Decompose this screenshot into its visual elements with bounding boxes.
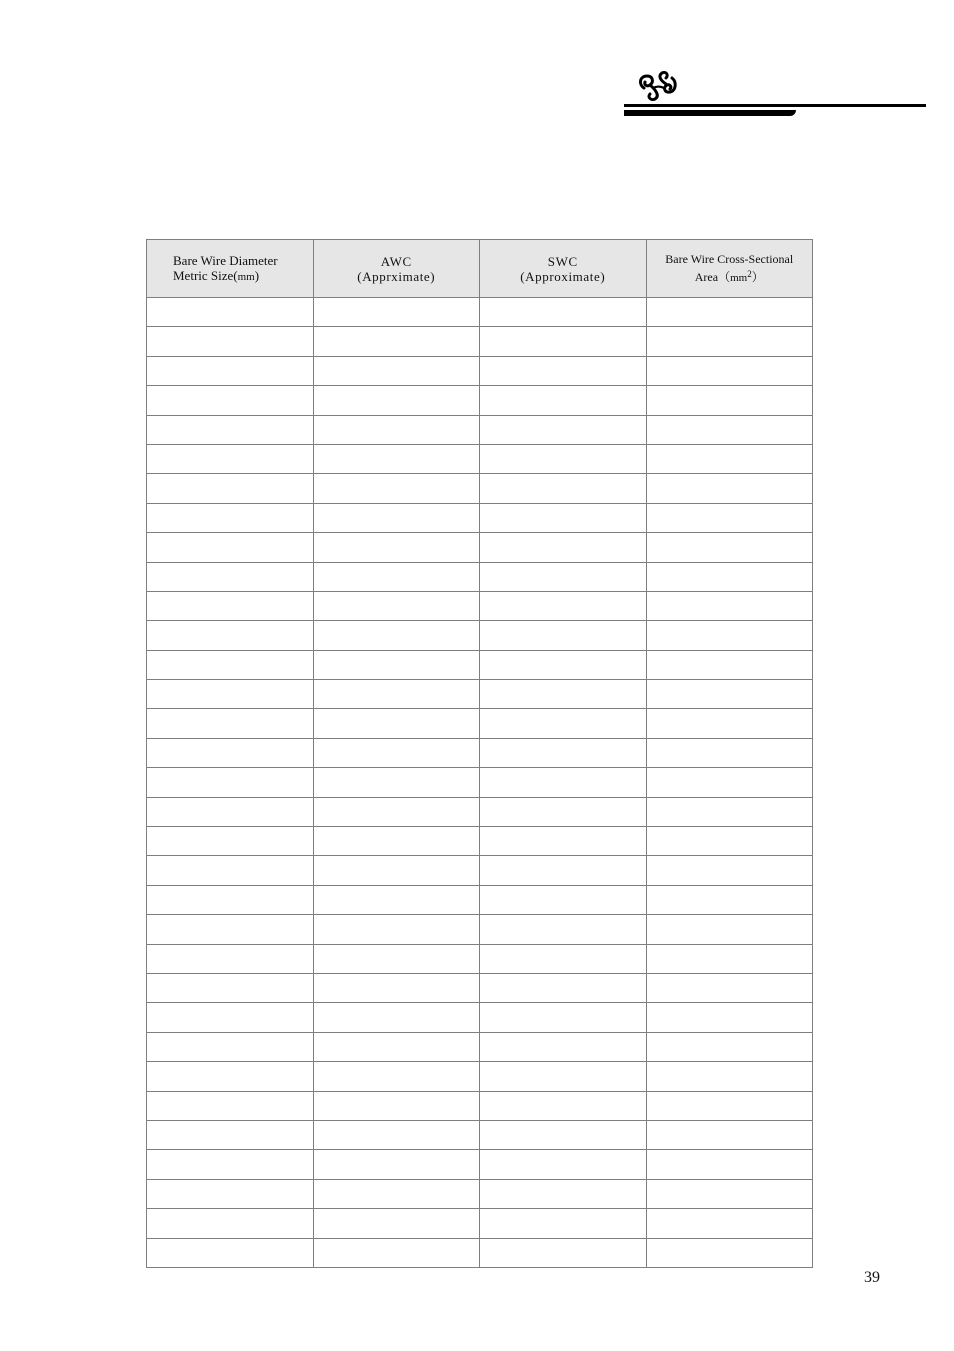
table-row (147, 680, 813, 709)
header-rule-thick (624, 110, 796, 116)
table-cell (313, 503, 480, 532)
table-row (147, 856, 813, 885)
table-row (147, 533, 813, 562)
table-cell (480, 1120, 647, 1149)
table-cell (313, 444, 480, 473)
table-cell (313, 1209, 480, 1238)
table-row (147, 562, 813, 591)
table-row (147, 768, 813, 797)
table-row (147, 415, 813, 444)
table-cell (147, 827, 314, 856)
table-row (147, 298, 813, 327)
table-cell (480, 415, 647, 444)
table-cell (646, 1179, 813, 1208)
table-row (147, 356, 813, 385)
table-row (147, 1150, 813, 1179)
table-cell (147, 1209, 314, 1238)
header-rule-thin (624, 104, 926, 107)
table-cell (313, 1062, 480, 1091)
table-cell (646, 709, 813, 738)
table-cell (313, 327, 480, 356)
table-cell (313, 1003, 480, 1032)
table-cell (646, 474, 813, 503)
table-cell (313, 680, 480, 709)
table-cell (147, 915, 314, 944)
table-row (147, 1120, 813, 1149)
table-cell (480, 474, 647, 503)
table-cell (646, 621, 813, 650)
table-cell (646, 1209, 813, 1238)
header-bare-wire-diameter: Bare Wire Diameter Metric Size(mm) (147, 240, 314, 298)
table-cell (147, 944, 314, 973)
table-row (147, 1209, 813, 1238)
table-cell (147, 856, 314, 885)
table-cell (480, 944, 647, 973)
table-cell (313, 562, 480, 591)
scroll-flourish-icon (636, 66, 680, 106)
table-cell (147, 386, 314, 415)
table-cell (480, 680, 647, 709)
table-cell (646, 591, 813, 620)
table-cell (147, 621, 314, 650)
table-cell (147, 797, 314, 826)
table-cell (646, 856, 813, 885)
table-cell (147, 709, 314, 738)
table-row (147, 1032, 813, 1061)
table-cell (147, 327, 314, 356)
table-cell (480, 1032, 647, 1061)
table-cell (646, 562, 813, 591)
table-cell (147, 444, 314, 473)
table-cell (646, 1032, 813, 1061)
table-row (147, 1003, 813, 1032)
table-cell (313, 298, 480, 327)
wire-size-table (146, 239, 813, 1268)
table-row (147, 1091, 813, 1120)
table-row (147, 503, 813, 532)
table-cell (313, 797, 480, 826)
table-cell (147, 1150, 314, 1179)
table-cell (147, 533, 314, 562)
table-cell (147, 503, 314, 532)
table-cell (646, 503, 813, 532)
table-cell (646, 1003, 813, 1032)
table-cell (313, 1238, 480, 1267)
table-cell (480, 386, 647, 415)
table-cell (480, 797, 647, 826)
table-cell (646, 827, 813, 856)
table-cell (646, 768, 813, 797)
table-cell (147, 650, 314, 679)
table-cell (147, 474, 314, 503)
table-cell (147, 1238, 314, 1267)
table-cell (480, 1150, 647, 1179)
table-cell (313, 915, 480, 944)
table-row (147, 444, 813, 473)
table-cell (313, 738, 480, 767)
table-row (147, 650, 813, 679)
table-cell (147, 973, 314, 1002)
table-cell (646, 944, 813, 973)
table-cell (313, 474, 480, 503)
table-cell (480, 827, 647, 856)
table-cell (313, 856, 480, 885)
table-row (147, 327, 813, 356)
table-cell (147, 1062, 314, 1091)
table-cell (646, 885, 813, 914)
table-cell (480, 591, 647, 620)
table-row (147, 973, 813, 1002)
table-cell (313, 1120, 480, 1149)
table-cell (646, 356, 813, 385)
table-cell (313, 533, 480, 562)
table-cell (480, 1003, 647, 1032)
table-row (147, 738, 813, 767)
table-cell (480, 562, 647, 591)
table-cell (313, 621, 480, 650)
table-row (147, 386, 813, 415)
table-cell (480, 768, 647, 797)
table-row (147, 591, 813, 620)
header-cross-sectional-area: Bare Wire Cross-Sectional $Area(mm^2)$ (646, 240, 813, 298)
table-cell (646, 386, 813, 415)
table-cell (480, 327, 647, 356)
table-cell (646, 444, 813, 473)
table-cell (646, 915, 813, 944)
table-cell (480, 1091, 647, 1120)
table-cell (313, 1179, 480, 1208)
table-cell (480, 1238, 647, 1267)
page-number: 39 (864, 1269, 880, 1286)
table-cell (480, 1209, 647, 1238)
table-cell (313, 827, 480, 856)
table-row (147, 1238, 813, 1267)
table-cell (147, 1179, 314, 1208)
table-body (147, 298, 813, 1268)
table-row (147, 885, 813, 914)
table-cell (313, 709, 480, 738)
table-cell (646, 973, 813, 1002)
table-row (147, 1062, 813, 1091)
table-cell (480, 650, 647, 679)
table-row (147, 797, 813, 826)
table-cell (480, 915, 647, 944)
table-cell (313, 973, 480, 1002)
table-cell (147, 1032, 314, 1061)
table-cell (646, 1150, 813, 1179)
table-row (147, 709, 813, 738)
table-cell (646, 415, 813, 444)
table-cell (147, 738, 314, 767)
table-cell (480, 973, 647, 1002)
table-row (147, 474, 813, 503)
table-cell (480, 856, 647, 885)
table-cell (147, 562, 314, 591)
table-cell (480, 533, 647, 562)
table-cell (646, 1238, 813, 1267)
table-cell (313, 768, 480, 797)
table-cell (313, 1150, 480, 1179)
table-cell (147, 680, 314, 709)
header-awc: AWC (Apprximate) (313, 240, 480, 298)
table-cell (147, 885, 314, 914)
table-cell (147, 1003, 314, 1032)
table-cell (313, 650, 480, 679)
table-header-row (147, 240, 813, 298)
table-cell (313, 1091, 480, 1120)
table-cell (646, 680, 813, 709)
table-cell (313, 944, 480, 973)
table-cell (480, 621, 647, 650)
table-cell (313, 356, 480, 385)
table-cell (480, 738, 647, 767)
table-cell (147, 1120, 314, 1149)
table-cell (480, 1062, 647, 1091)
table-cell (480, 356, 647, 385)
table-cell (313, 415, 480, 444)
table-cell (313, 386, 480, 415)
table-cell (646, 1062, 813, 1091)
table-cell (147, 768, 314, 797)
table-cell (480, 503, 647, 532)
table-cell (646, 650, 813, 679)
table-cell (147, 415, 314, 444)
table-cell (313, 885, 480, 914)
table-row (147, 944, 813, 973)
table-cell (147, 356, 314, 385)
table-cell (480, 444, 647, 473)
table-cell (646, 298, 813, 327)
table-cell (480, 298, 647, 327)
table-cell (646, 797, 813, 826)
header-swc: SWC (Approximate) (480, 240, 647, 298)
table-row (147, 915, 813, 944)
table-cell (147, 298, 314, 327)
table-row (147, 827, 813, 856)
table-cell (646, 327, 813, 356)
table-cell (646, 1091, 813, 1120)
table-cell (646, 533, 813, 562)
table-cell (147, 591, 314, 620)
table-cell (147, 1091, 314, 1120)
table-cell (480, 885, 647, 914)
table-cell (480, 709, 647, 738)
table-cell (313, 591, 480, 620)
table-row (147, 621, 813, 650)
table-cell (646, 738, 813, 767)
table-cell (646, 1120, 813, 1149)
table-row (147, 1179, 813, 1208)
table-cell (313, 1032, 480, 1061)
table-cell (480, 1179, 647, 1208)
